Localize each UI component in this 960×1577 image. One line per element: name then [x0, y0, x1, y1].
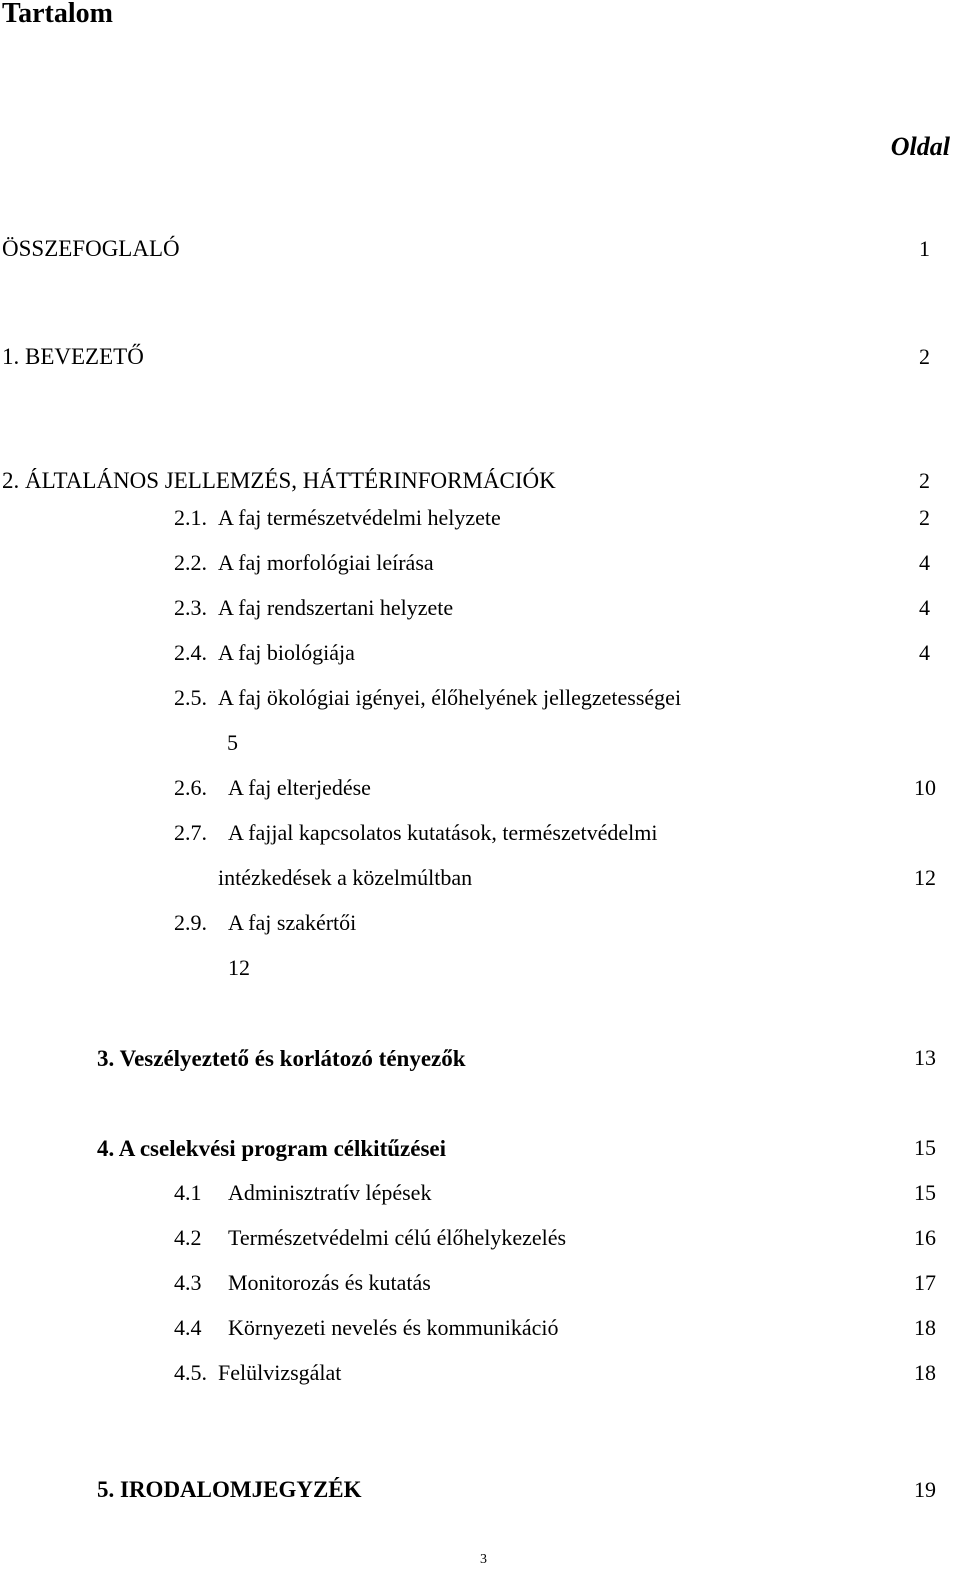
- toc-entry-altalanos[interactable]: 2. ÁLTALÁNOS JELLEMZÉS, HÁTTÉRINFORMÁCIÓK: [2, 468, 556, 493]
- footer-page-number: 3: [480, 1552, 487, 1567]
- toc-entry-2-2[interactable]: A faj morfológiai leírása: [218, 550, 434, 575]
- toc-entry-2-6[interactable]: A faj elterjedése: [228, 775, 371, 800]
- toc-entry-3[interactable]: 3. Veszélyeztető és korlátozó tényezők: [97, 1046, 466, 1071]
- toc-num-2-4: 2.4.: [174, 640, 207, 665]
- toc-entry-2-7[interactable]: A fajjal kapcsolatos kutatások, természetvédelmi: [228, 820, 658, 845]
- toc-page-2-5: 5: [227, 730, 238, 755]
- toc-num-4-1: 4.1: [174, 1180, 202, 1205]
- toc-entry-osszefoglalo[interactable]: ÖSSZEFOGLALÓ: [2, 236, 180, 261]
- toc-page-3: 13: [914, 1045, 936, 1070]
- toc-page-5: 19: [914, 1477, 936, 1502]
- toc-num-4-4: 4.4: [174, 1315, 202, 1340]
- page-column-label: Oldal: [890, 132, 950, 161]
- toc-entry-5[interactable]: 5. IRODALOMJEGYZÉK: [97, 1477, 362, 1502]
- toc-num-2-5: 2.5.: [174, 685, 207, 710]
- toc-page-2-9: 12: [228, 955, 250, 980]
- toc-num-2-7: 2.7.: [174, 820, 207, 845]
- toc-num-2-2: 2.2.: [174, 550, 207, 575]
- toc-page-altalanos: 2: [919, 468, 930, 493]
- toc-page-bevezeto: 2: [919, 344, 930, 369]
- toc-page-2-2: 4: [919, 550, 930, 575]
- toc-entry-4-1[interactable]: Adminisztratív lépések: [228, 1180, 432, 1205]
- toc-page-2-3: 4: [919, 595, 930, 620]
- toc-page-4-4: 18: [914, 1315, 936, 1340]
- toc-entry-4-5[interactable]: Felülvizsgálat: [218, 1360, 342, 1385]
- toc-page-2-1: 2: [919, 505, 930, 530]
- toc-num-4-5: 4.5.: [174, 1360, 207, 1385]
- toc-entry-bevezeto[interactable]: 1. BEVEZETŐ: [2, 344, 144, 369]
- toc-heading: Tartalom: [2, 0, 113, 29]
- toc-page-osszefoglalo: 1: [919, 236, 930, 261]
- toc-entry-4-4[interactable]: Környezeti nevelés és kommunikáció: [228, 1315, 559, 1340]
- toc-entry-4-2[interactable]: Természetvédelmi célú élőhelykezelés: [228, 1225, 567, 1250]
- toc-num-2-6: 2.6.: [174, 775, 207, 800]
- toc-page-4-3: 17: [914, 1270, 936, 1295]
- toc-entry-2-5[interactable]: A faj ökológiai igényei, élőhelyének jellegzetességei: [218, 685, 682, 710]
- toc-page-4-5: 18: [914, 1360, 936, 1385]
- toc-entry-2-1[interactable]: A faj természetvédelmi helyzete: [218, 505, 501, 530]
- toc-page-4-1: 15: [914, 1180, 936, 1205]
- toc-entry-4[interactable]: 4. A cselekvési program célkitűzései: [97, 1136, 446, 1161]
- toc-num-2-9: 2.9.: [174, 910, 207, 935]
- toc-entry-2-4[interactable]: A faj biológiája: [218, 640, 355, 665]
- toc-num-2-3: 2.3.: [174, 595, 207, 620]
- toc-page-2-7: 12: [914, 865, 936, 890]
- toc-entry-2-7-cont[interactable]: intézkedések a közelmúltban: [218, 865, 473, 890]
- toc-entry-4-3[interactable]: Monitorozás és kutatás: [228, 1270, 431, 1295]
- toc-page-2-6: 10: [914, 775, 936, 800]
- toc-num-4-3: 4.3: [174, 1270, 202, 1295]
- toc-page-4: 15: [914, 1135, 936, 1160]
- toc-num-4-2: 4.2: [174, 1225, 202, 1250]
- toc-page-2-4: 4: [919, 640, 930, 665]
- toc-num-2-1: 2.1.: [174, 505, 207, 530]
- toc-entry-2-3[interactable]: A faj rendszertani helyzete: [218, 595, 454, 620]
- toc-entry-2-9[interactable]: A faj szakértői: [228, 910, 357, 935]
- toc-page-4-2: 16: [914, 1225, 936, 1250]
